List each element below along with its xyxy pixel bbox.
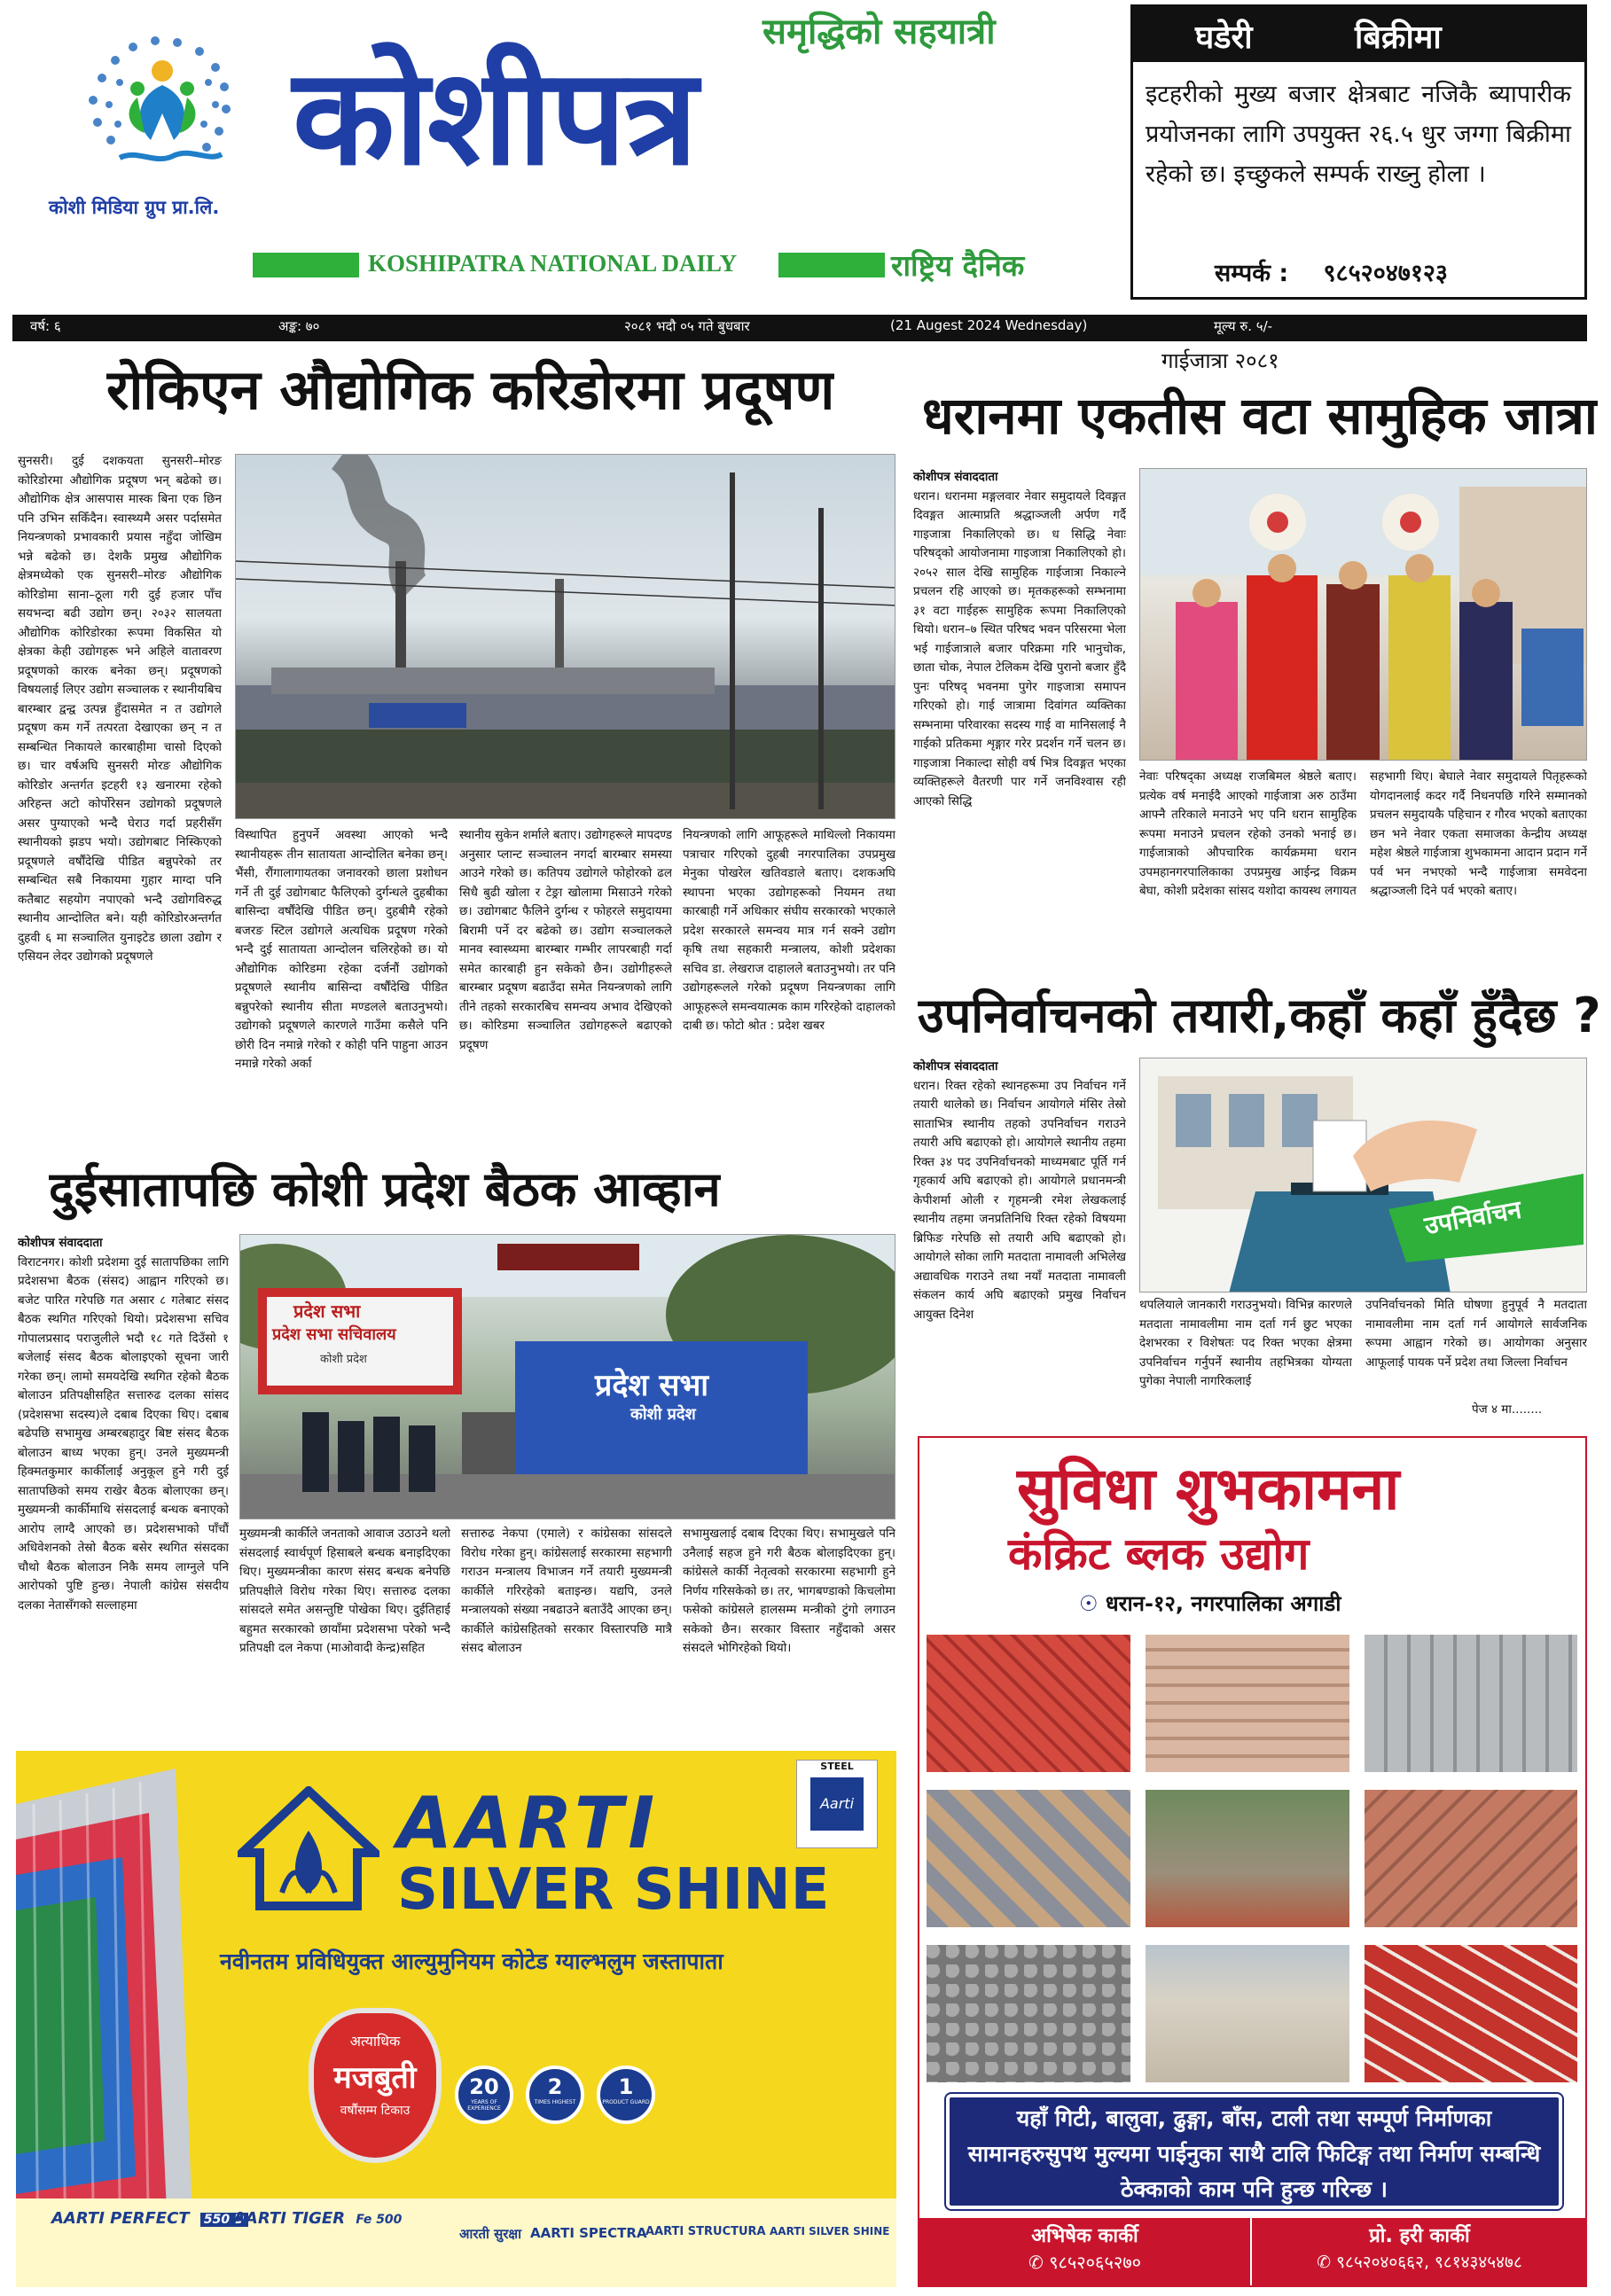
article3-column-3: उपनिर्वाचनको मिति घोषणा हुनुपूर्व नै मतदाता नामावलीमा नाम दर्ता गर्न आयोगले सार्वजनिक रूपमा आह्वान गरेको छ। आयोगका अनुसार आफूलाई पायक पर्ने प्रदेश तथा जिल्ला निर्वाचन [1365, 1298, 1587, 1370]
classified-box [1130, 4, 1587, 300]
suvidha-desc-box [946, 2094, 1562, 2209]
aarti-brand: AARTI [397, 1782, 661, 1864]
group-name: कोशी मिडिया ग्रुप प्रा.लि. [49, 197, 220, 218]
gate-sign-province: कोशी प्रदेश [630, 1405, 696, 1424]
contact1-name: अभिषेक कार्की [1031, 2225, 1138, 2247]
steel-brand: Aarti [810, 1777, 864, 1831]
badge-bottom: वर्षौंसम्म टिकाउ [340, 2104, 411, 2118]
article4-column-1: कोशीपत्र संवाददाता विराटनगर। कोशी प्रदेशमा दुई सातापछिका लागि प्रदेशसभा बैठक (संसद) आह्वान गरिएको छ। बजेट पारित गरेपछि गत असार ८ गतेबाट संसद बैठक स्थगित गरिएको थियो। प्रदेशसभा सचिव गोपालप्रसाद पराजुलीले भदौ १८ गते दिउँसो १ बजेलाई संसद बैठक बोलाइएको सूचना जारी गरेका छन्। लामो समयदेखि स्थगित रहेको बैठक बोलाउन प्रतिपक्षीसहित सत्तारुढ दलका सांसद (प्रदेशसभा सदस्य)ले दबाब दिएका थिए। दबाब बढेपछि सभामुख अम्बरबहादुर बिष्ट संसद बैठक बोलाउन बाध्य भएका हुन्। उनले मुख्यमन्त्री हिक्मतकुमार कार्कीलाई अनुकूल हुने गरी दुई सातापछिको समय राखेर बैठक बोलाएका छन्। मुख्यमन्त्री कार्कीमाथि संसदलाई बन्धक बनाएको आरोप लाग्दै आएको छ। प्रदेशसभाको पाँचौं अधिवेशनको तेस्रो बैठक बसेर स्थगित संसदका चौथो बैठक बोलाउन निकै समय लाग्नुले पनि आरोपको पुष्टि हुन्छ। नेपाली कांग्रेस संसदीय दलका नेतासँगको सल्लाहमा [18, 1236, 229, 1613]
sign-assembly-secretariat: प्रदेश सभा सचिवालय [272, 1325, 396, 1344]
classified-contact [1215, 255, 1448, 288]
masthead [0, 0, 1611, 306]
article3-byline: कोशीपत्र संवाददाता [913, 1059, 998, 1074]
location-pin-icon: ☉ [1079, 1591, 1099, 1616]
koshi-media-logo [66, 16, 257, 184]
article3-column-2: थपलियाले जानकारी गराउनुभयो। विभिन्न कारणले मतदाता नामावलीमा नाम दर्ता गर्न छुट भएका देशभरका र विशेषतः पद रिक्त भएका क्षेत्रमा उपनिर्वाचन गर्नुपर्ने स्थानीय तहभित्रका योग्यता पुगेका नेपाली नागरिकलाई [1139, 1298, 1352, 1388]
product-interlock [1365, 1945, 1577, 2082]
suvidha-subtitle: कंक्रिट ब्लक उद्योग [1008, 1528, 1310, 1580]
contact-label: सम्पर्क : [1215, 260, 1289, 287]
brand-tiger: AARTI TIGER Fe 500 [233, 2209, 403, 2228]
article2-byline: कोशीपत्र संवाददाता [913, 470, 998, 484]
date-english: (21 Augest 2024 Wednesday) [890, 317, 1088, 333]
sign-koshi: कोशी प्रदेश [320, 1353, 367, 1366]
factory-scene [236, 455, 895, 819]
stat-text: TIMES HIGHEST [534, 2099, 576, 2105]
article4-headline: दुईसातापछि कोशी प्रदेश बैठक आव्हान [49, 1161, 721, 1217]
strength-badge [309, 2008, 442, 2163]
provincial-assembly-photo [239, 1234, 895, 1519]
product-pink-bricks [1146, 1635, 1349, 1772]
badge-main: मजबुती [333, 2060, 417, 2096]
product-sand [1146, 1945, 1349, 2082]
article2-headline: धरानमा एकतीस वटा सामुहिक जात्रा [922, 386, 1598, 446]
ballot-box-illustration [1140, 1058, 1587, 1292]
brand-perfect-sub: 550 D [200, 2213, 248, 2227]
article1-headline: रोकिएन औद्योगिक करिडोरमा प्रदूषण [106, 357, 835, 422]
product-paving [1365, 1790, 1577, 1927]
classified-title-left: घडेरी [1195, 20, 1253, 56]
brand-strip [16, 2198, 896, 2287]
issue: अङ्क: ७० [278, 318, 320, 334]
article1-column-1: सुनसरी। दुई दशकयता सुनसरी–मोरङ कोरिडोरमा औद्योगिक प्रदूषण भन् बढेको छ। औद्योगिक क्षेत्र आसपास मास्क बिना एक छिन पनि उभिन सकिँदैन। स्वास्थ्यमै असर पर्दासमेत नियन्त्रणको प्रभावकारी प्रयास नहुँदा जोखिम भन्ने बढेको छ। देशकै प्रमुख औद्योगिक क्षेत्रमध्येको एक सुनसरी–मोरङ औद्योगिक कोरिडोमा साना–ठूला गरी दुई हजार पाँच सयभन्दा बढी उद्योग छन्। २०३२ सालयता औद्योगिक कोरिडोरका रूपमा विकसित यो क्षेत्रका केही उद्योगहरू भने अहिले वातावरण प्रदूषणको कारक बनेका छन्। प्रदूषणको विषयलाई लिएर उद्योग सञ्चालक र स्थानीयबिच बारम्बार द्वन्द्व उत्पन्न हुँदासमेत न त उद्योगले प्रदूषण कम गर्ने तत्परता देखाएका छन् न त सम्बन्धित निकायले कारबाहीमा चासो दिएको छ। चार वर्षअघि सुनसरी मोरङ औद्योगिक कोरिडोर अन्तर्गत इटहरी १३ खनारमा रहेको अरिहन्त अटो कोर्पोरेसन उद्योगको प्रदूषणले असर पुग्याएको भन्दै घेराउ गर्दा प्रहरीसँग स्थानीयको झडप भयो। उद्योगबाट निस्किएको प्रदूषणले वर्षौंदेखि पीडित बन्नुपरेको तर सम्बन्धित सबै निकायमा गुहार माग्दा पनि कतैबाट सहयोग नपाएको भन्दै उद्योगविरुद्ध स्थानीय आन्दोलित बने। यही कोरिडोरअन्तर्गत दुहवी ६ मा सञ्चालित युनाइटेड छाला उद्योग र एसियन लेदर उद्योगको प्रदूषणले [18, 454, 222, 964]
gate-sign: प्रदेश सभा [595, 1368, 709, 1403]
suvidha-address: ☉ धरान-१२, नगरपालिका अगाडी [1079, 1591, 1341, 1616]
stat-20-years [455, 2066, 513, 2124]
aarti-house-logo [238, 1786, 379, 1910]
stat-text: PRODUCT GUARD [602, 2099, 650, 2105]
green-bar-right [778, 253, 885, 277]
steel-label-box [796, 1760, 878, 1848]
suvidha-desc: यहाँ गिटी, बालुवा, ढुङ्गा, बाँस, टाली तथा सम्पूर्ण निर्माणका सामानहरुसुपथ मुल्यमा पाईनुका साथै टालि फिटिङ्ग तथा निर्माण सम्बन्धि ठेक्काको काम पनि हुन्छ गरिन्छ । [967, 2105, 1541, 2202]
contact-number: ९८५२०४७१२३ [1323, 260, 1448, 287]
stat-text: YEARS OF EXPERIENCE [467, 2099, 501, 2112]
tagline: समृद्धिको सहयात्री [762, 12, 996, 52]
brand-silver-shine: AARTI SILVER SHINE [770, 2225, 890, 2237]
classified-header [1133, 7, 1584, 62]
english-name: KOSHIPATRA NATIONAL DAILY [368, 250, 738, 277]
price: मूल्य रु. ५/- [1214, 318, 1273, 334]
by-election-label: उपनिर्वाचन [1422, 1194, 1524, 1241]
green-bar-left [253, 253, 359, 277]
badge-top: अत्याधिक [349, 2033, 401, 2050]
product-grid [927, 1635, 1578, 2087]
article2-column-3: सहभागी थिए। बेघाले नेवार समुदायले पितृहरूको योगदानलाई कदर गर्दै निधनपछि गरिने सम्मानको प्रचलन समुदायकै पहिचान र गौरव भएको बताएका छन भने नेवार एकता समाजका केन्द्रीय अध्यक्ष महेश श्रेष्ठले गाईजात्रा शुभकामना आदान प्रदान गर्ने पर्व भन नभएको भन्दै गाईजात्रा समवेदना श्रद्धाञ्जली दिने पर्व भएको बताए। [1370, 769, 1587, 898]
contact2-phone: ✆ ९८५२०४०६६२, ९८१४३४५४७८ [1317, 2253, 1522, 2272]
article2-column-2: नेवाः परिषद्का अध्यक्ष राजबिमल श्रेष्ठले बताए। प्रत्येक वर्ष मनाईदै आएको गाईजात्रा अरु ठाउँमा आफ्नै तरिकाले मनाउने भए पनि धरान सामुहिक रूपमा मनाउने प्रचलन रहेको उनको भनाई छ। गाईजात्राको औपचारिक कार्यक्रममा धरान उपमहानगरपालिकाका उपप्रमुख आईन्द्र विक्रम बेघा, कोशी प्रदेशका सांसद यशोदा कायस्थ लगायत [1139, 769, 1357, 898]
contact2 [1254, 2218, 1585, 2285]
steel-label: STEEL [820, 1761, 854, 1772]
product-red-pavers [927, 1635, 1130, 1772]
article4-column-2: मुख्यमन्त्री कार्कीले जनताको आवाज उठाउने थलो संसदलाई स्वार्थपूर्ण हिसाबले बन्धक बनाइदिएका थिए। मुख्यमन्त्रीका कारण संसद बन्धक बनेपछि प्रतिपक्षीले विरोध गरेका थिए। सत्तारुढ दलका सांसदले समेत असन्तुष्टि पोखेका थिए। दुईतिहाई बहुमत सरकारको छायाँमा प्रदेशसभा परेको भन्दै प्रतिपक्षी दल नेकपा (माओवादी केन्द्र)सहित [239, 1527, 450, 1655]
gaijatra-scene [1140, 469, 1587, 761]
silver-shine-brand: SILVER SHINE [397, 1857, 830, 1923]
article2-column-1: कोशीपत्र संवाददाता धरान। धरानमा मङ्गलवार नेवार समुदायले दिवङ्गत दिवङ्गत आत्माप्रति श्रद्धाञ्जली अर्पण गर्दै गाइजात्रा निकालिएको छ। ध सिद्धि नेवाः परिषद्को आयोजनामा गाइजात्रा निकालिएको हो। २०५२ साल देखि सामुहिक गाईजात्रा निकाल्ने प्रचलन रहि आएको छ। मृतकहरूको सम्भनामा ३१ वटा गाईहरू सामुहिक रूपमा निकालिएको थियो। धरान–७ स्थित परिषद भवन परिसरमा भेला भई गाईजात्राले बजार परिक्रमा गरि भानुचोक, छाता चोक, नेपाल टेलिकम देखि पुरानो बजार हुँदै पुनः परिषद् भवनमा पुगेर गाइजात्रा समापन गरिएको हो। गाई जात्रामा दिवांगत व्यक्तिका सम्भनामा परिवारका सदस्य गाई वा मानिसलाई नै गाईको प्रतिकमा शृङ्गार गरेर प्रदर्शन गर्ने चलन छ। गाइजात्रा निकाल्दा सोही वर्ष भित्र दिवङ्गत भएका व्यक्तिहरूले वैतरणी पार गर्ने जनविश्वास रही आएको सिद्धि [913, 470, 1126, 808]
suvidha-title: सुविधा शुभकामना [1017, 1455, 1400, 1523]
product-construction [1146, 1790, 1349, 1927]
stat-num: 20 [469, 2074, 499, 2099]
factory-smoke-photo [235, 454, 895, 819]
article4-column-4: सभामुखलाई दबाब दिएका थिए। सभामुखले पनि उनैलाई सहज हुने गरी बैठक बोलाइदिएका हुन्। कांग्रेसले कार्की नेतृत्वको सरकारमा सहभागी हुने निर्णय गरिसकेको छ। तर, भागबण्डाको किचलोमा फसेको कांग्रेसले हालसम्म मन्त्रीको टुंगो लगाउन सकेको छैन। सरकार विस्तार नहुँदाको असर संसदले भोगिरहेको थियो। [683, 1527, 895, 1655]
aarti-tagline: नवीनतम प्रविधियुक्त आल्युमुनियम कोटेड ग्याल्भलुम जस्तापाता [220, 1948, 723, 1974]
continued-note: पेज ४ मा........ [1472, 1402, 1543, 1417]
article1-column-3: स्थानीय सुकेन शर्माले बताए। उद्योगहरूले मापदण्ड अनुसार प्लान्ट सञ्चालन नगर्दा बारम्बार समस्या आउने गरेको छ। कतिपय उद्योगले फोहोरको ढल सिधै बुढी खोला र टेङ्रा खोलामा मिसाउने गरेको छ। उद्योगबाट फैलिने दुर्गन्ध र फोहरले समुदायमा बिरामी पर्ने दर बढेको छ। उद्योग सञ्चालकले मानव स्वास्थ्यमा बारम्बार गम्भीर लापरबाही गर्दा समेत कारबाही हुन सकेको छैन। उद्योगीहरूले बारम्बार प्रदूषण बढाउँदा समेत नियन्त्रणको लागि तीने तहको सरकारबिच समन्वय अभाव देखिएको छ। कोरिडमा सञ्चालित उद्योगहरूले बढाएको प्रदूषण [459, 828, 672, 1052]
article1-column-4: नियन्त्रणको लागि आफूहरूले माथिल्लो निकायमा पत्राचार गरिएको दुहबी नगरपालिका उपप्रमुख मेनुका पोखरेल खतिवडाले बताए। दशकअघि स्थापना भएका उद्योगहरूको नियमन तथा कारबाही गर्ने अधिकार संघीय सरकारको भएकाले प्रदेश सरकारले समन्वय मात्र गर्न सक्ने उद्योग कृषि तथा सहकारी मन्त्रालय, कोशी प्रदेशका सचिव डा. लेखराज दाहालले बताउनुभयो। तर पनि उद्योगहरूलले गरेको प्रदूषण नियन्त्रणका लागि आफूहरूले समन्वयात्मक काम गरिरहेको दाहालको दाबी छ। फोटो श्रोत : प्रदेश खबर [683, 828, 895, 1033]
brand-suraksha: आरती सुरक्षा [459, 2226, 522, 2242]
product-grey-blocks [1365, 1635, 1577, 1772]
article1-column-2: विस्थापित हुनुपर्ने अवस्था आएको भन्दै स्थानीयहरू तीन सातायता आन्दोलित बनेका छन्। भैंसी, रौंगालागायतका जनावरको छाला प्रशोधन गर्ने ती दुई उद्योगबाट फैलिएको दुर्गन्धले दुहबीका बासिन्दा वर्षौंदेखि पीडित छन्। दुहबीमै रहेको बजरङ स्टिल उद्योगले अत्यधिक प्रदूषण गरेको भन्दै दुई सातायता आन्दोलन चलिरहेको छ। यो औद्योगिक कोरिडमा रहेका दर्जनौं उद्योगको प्रदूषणले स्थानीय बासिन्दा वर्षौंदेखि पीडित बन्नुपरेको स्थानीय सीता मण्डलले बताउनुभयो। उद्योगको प्रदूषणले कारणले गाउँमा कसैले पनि छोरी दिन नमान्ने गरेको र कोही पनि पाहुना आउन नमान्ने गरेको अर्का [235, 828, 448, 1071]
brand-spectra: AARTI SPECTRA [530, 2225, 647, 2241]
volume: वर्ष: ६ [30, 318, 61, 334]
article4-column-3: सत्तारुढ नेकपा (एमाले) र कांग्रेसका सांसदले विरोध गरेका हुन्। कांग्रेसलाई सरकारमा सहभागी गराउन मन्त्रालय विभाजन गर्ने तयारी मुख्यमन्त्री कार्कीले गरिरहेको बताइन्छ। यद्यपि, उनले मन्त्रालयको संख्या नबढाउने बताउँदै आएका छन्। कार्कीले कांग्रेसहितको सरकार विस्तारपछि मात्रै संसद बोलाउन [461, 1527, 672, 1655]
brand-structura: AARTI STRUCTURA [645, 2225, 766, 2238]
stat-1-guard [597, 2066, 655, 2124]
suvidha-advertisement [918, 1436, 1587, 2287]
subtitle: राष्ट्रिय दैनिक [891, 248, 1025, 283]
info-bar [12, 315, 1587, 341]
assembly-gate-scene [240, 1235, 895, 1519]
stat-num: 2 [547, 2074, 563, 2099]
stat-num: 1 [618, 2074, 634, 2099]
product-gravel [927, 1945, 1130, 2082]
aarti-advertisement [16, 1751, 896, 2287]
contact1 [919, 2218, 1252, 2285]
contact1-phone: ✆ ९८५२०६५२७० [1028, 2252, 1142, 2273]
product-tiled-floor [927, 1790, 1130, 1927]
gaijatra-photo [1139, 468, 1587, 761]
brand-tiger-sub: Fe 500 [356, 2213, 403, 2227]
newspaper-title: कोशीपत्र [293, 41, 696, 195]
article3-column-1: कोशीपत्र संवाददाता धरान। रिक्त रहेको स्थानहरूमा उप निर्वाचन गर्ने तयारी थालेको छ। निर्वाचन आयोगले मंसिर तेस्रो साताभित्र स्थानीय तहको उपनिर्वाचन गराउने तयारी अघि बढाएको हो। आयोगले स्थानीय तहमा रिक्त ३४ पद उपनिर्वाचनको माध्यमबाट पूर्ति गर्न गृहकार्य अघि बढाएको हो। आयोगले प्रधानमन्त्री केपीशर्मा ओली र गृहमन्त्री रमेश लेखकलाई स्थानीय तहमा जनप्रतिनिधि रिक्त रहेको विषयमा ब्रिफिङ गरेपछि सो तयारी अघि बढाएको हो। आयोगले सोका लागि मतदाता नामावली अभिलेख अद्यावधिक गराउने तथा नयाँ मतदाता नामावली संकलन कार्य अघि बढाएको प्रमुख निर्वाचन आयुक्त दिनेश [913, 1059, 1126, 1322]
brand-perfect: AARTI PERFECT 550 D [51, 2209, 248, 2228]
contact2-name: प्रो. हरी कार्की [1369, 2225, 1470, 2247]
phone-icon: ✆ [1317, 2253, 1332, 2272]
stat-2-times [526, 2066, 584, 2124]
article4-byline: कोशीपत्र संवाददाता [18, 1236, 103, 1250]
suvidha-contacts [919, 2218, 1585, 2285]
phone-icon: ✆ [1028, 2252, 1044, 2273]
classified-body: इटहरीको मुख्य बजार क्षेत्रबाट नजिकै ब्यापारीक प्रयोजनका लागि उपयुक्त २६.५ धुर जग्गा बिक्रीमा रहेको छ। इच्छुकले सम्पर्क राख्नु होला । [1146, 81, 1571, 188]
article3-headline: उपनिर्वाचनको तयारी,कहाँ कहाँ हुँदैछ ? [918, 988, 1601, 1043]
sign-assembly: प्रदेश सभा [293, 1300, 361, 1322]
date-nepali: २०८१ भदौ ०५ गते बुधबार [624, 318, 750, 334]
article2-kicker: गाईजात्रा २०८१ [1161, 348, 1279, 373]
classified-title-right: बिक्रीमा [1355, 20, 1442, 56]
by-election-graphic [1139, 1058, 1587, 1292]
